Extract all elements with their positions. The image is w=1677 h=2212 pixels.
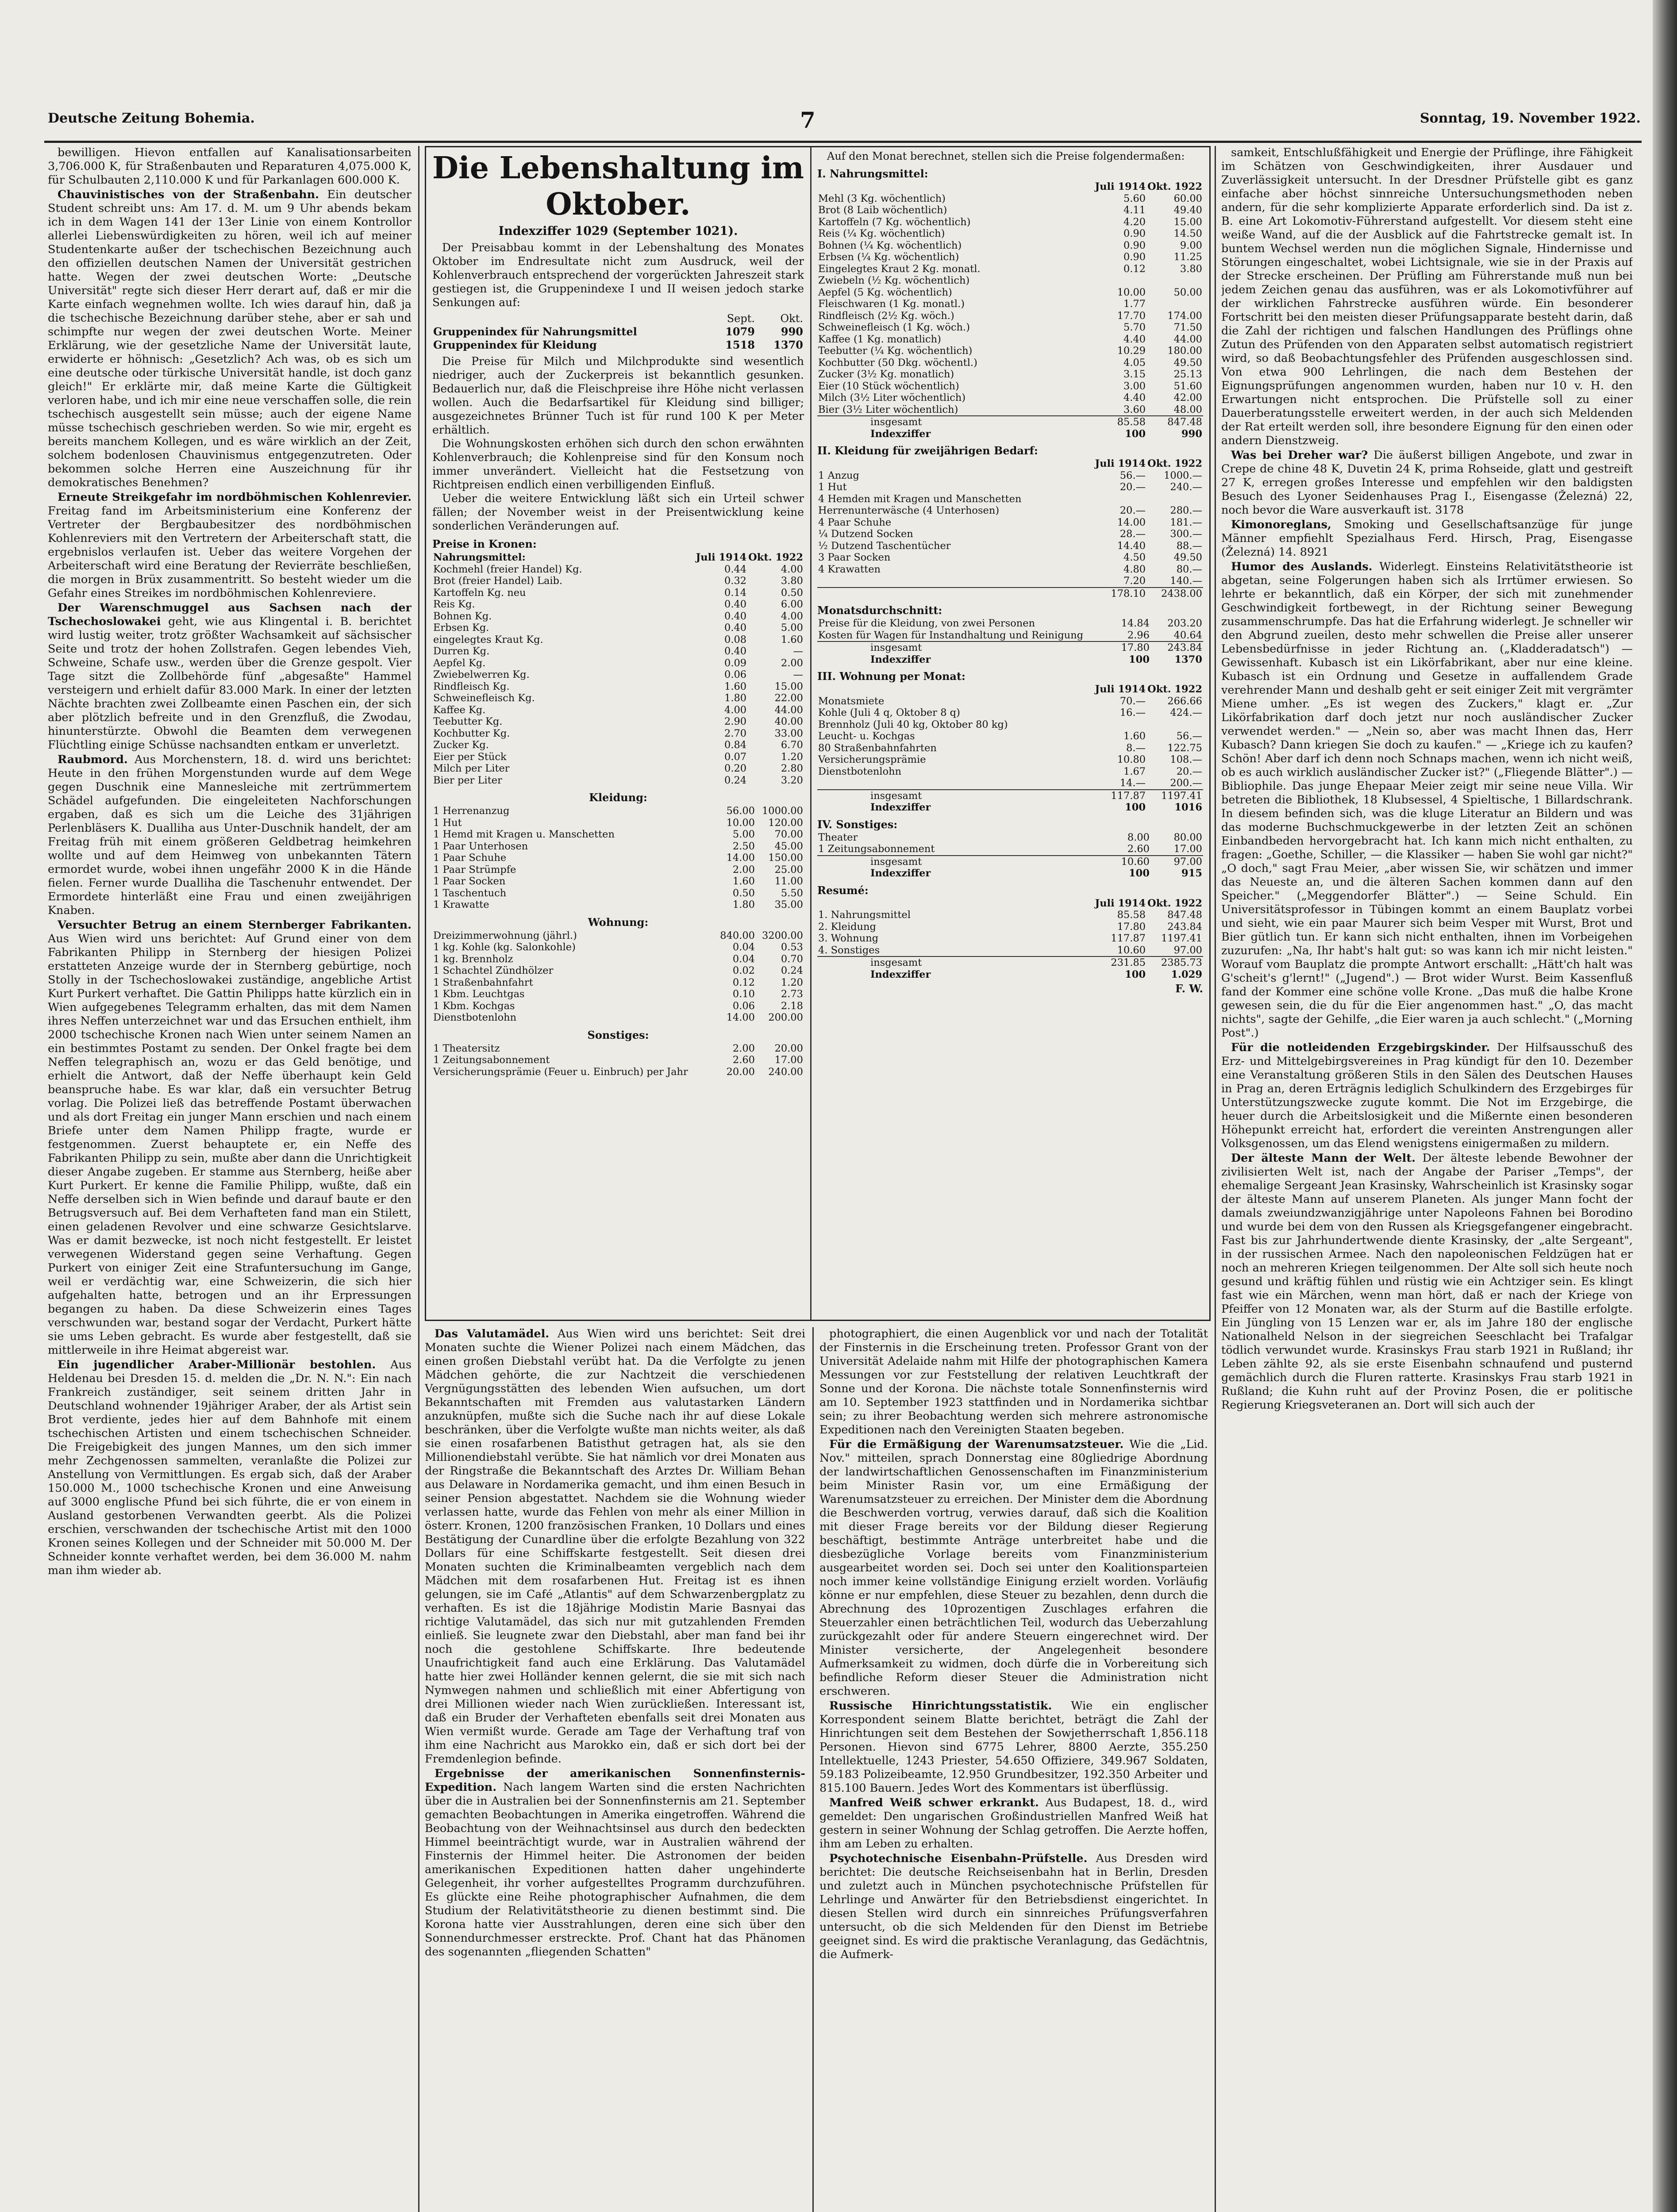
table-row: 1 Herrenanzug 56.00 1000.00 bbox=[433, 805, 803, 817]
article-paragraph bbox=[819, 1699, 1208, 1795]
group-title: III. Wohnung per Monat: bbox=[817, 670, 965, 683]
table-row: Milch (3½ Liter wöchentlich) 4.40 42.00 bbox=[818, 392, 1202, 403]
monthly-groups bbox=[817, 167, 1203, 980]
table-row: 1 Hut 20.— 240.— bbox=[818, 481, 1202, 493]
table-row: Brot (8 Laib wöchentlich) 4.11 49.40 bbox=[818, 204, 1202, 216]
article-text: Aus Budapest, 18. d., wird gemeldet: Den ungarischen Großindustriellen Manfred Weiß hat gestern in seiner Wohnung der Schlag getroffen. Die Aerzte hoffen, ihm am Leben zu erhalten. bbox=[819, 1796, 1208, 1851]
article-subtitle: Indexziffer 1029 (September 1021). bbox=[498, 224, 738, 238]
header-rule bbox=[44, 141, 1642, 143]
issue-date: Sonntag, 19. November 1922. bbox=[1419, 111, 1641, 126]
table-row: Preise für die Kleidung, von zwei Personen 14.84 203.20 bbox=[818, 618, 1202, 629]
table-row: Rindfleisch Kg. 1.60 15.00 bbox=[433, 680, 803, 692]
article-para-3: Die Wohnungskosten erhöhen sich durch den schon erwähnten Kohlenverbrauch; die Kohlenpreise sind für den Konsum noch immer unverändert. Vielleicht hat die Festsetzung von Richtpreisen endlich einen verbilligenden Einfluß. bbox=[432, 437, 804, 491]
article-text: bewilligen. Hievon entfallen auf Kanalisationsarbeiten 3,706.000 K, für Straßenbauten und Reparaturen 4,075.000 K, für Schulbauten 2,110.000 K und für Parkanlagen 600.000 K. bbox=[48, 146, 412, 187]
table-row: Monatsmiete 70.— 266.66 bbox=[818, 695, 1202, 707]
housing-title: Wohnung: bbox=[588, 915, 649, 929]
total-row: insgesamt 117.87 1197.41 bbox=[817, 790, 1203, 802]
table-row: Zwiebeln (½ Kg. wöchentlich) bbox=[818, 275, 970, 286]
article-headline: Was bei Dreher war? bbox=[1231, 449, 1368, 462]
article-text: Aus Dresden wird berichtet: Die deutsche Reichseisenbahn hat in Berlin, Dresden und zuletzt auch in München psychotechnische Prüfstellen für Lehrlinge und Anwärter für den Betriebsdienst eingerichtet. In diesen Stellen wird durch ein sinnreiches Prüfungsverfahren untersucht, ob die sich Meldenden für den Dienst im Betriebe geeignet sind. Es wird die praktische Veranlagung, das Gedächtnis, die Aufmerk- bbox=[819, 1852, 1208, 1961]
table-row: Durren Kg. 0.40 — bbox=[433, 645, 803, 657]
lebenshaltung-left bbox=[432, 150, 804, 1313]
table-row: Versicherungsprämie 10.80 108.— bbox=[818, 754, 1202, 765]
table-header: Nahrungsmittel: Juli 1914 Okt. 1922 bbox=[433, 552, 803, 563]
table-row: Aepfel Kg. 0.09 2.00 bbox=[433, 657, 803, 669]
table-row: eingelegtes Kraut Kg. 0.08 1.60 bbox=[433, 634, 803, 645]
article-headline: Erneute Streikgefahr im nordböhmischen Kohlenrevier. bbox=[58, 491, 412, 504]
table-row: 1 Zeitungsabonnement 2.60 17.00 bbox=[433, 1054, 803, 1066]
table-row: 7.20 140.— bbox=[1123, 575, 1202, 587]
table-row: 3 Paar Socken 4.50 49.50 bbox=[818, 552, 1202, 563]
table-row: 1 Straßenbahnfahrt 0.12 1.20 bbox=[433, 976, 803, 988]
table-row: Schweinefleisch Kg. 1.80 22.00 bbox=[433, 692, 803, 704]
article-headline: Chauvinistisches von der Straßenbahn. bbox=[58, 188, 319, 201]
table-row: ¼ Dutzend Socken 28.— 300.— bbox=[818, 528, 1202, 540]
article-paragraph bbox=[1221, 518, 1633, 559]
table-row: Bohnen Kg. 0.40 4.00 bbox=[433, 610, 803, 622]
group-title: II. Kleidung für zweijährigen Bedarf: bbox=[817, 444, 1038, 457]
table-row: 3. Wohnung 117.87 1197.41 bbox=[818, 933, 1202, 944]
paper-name: Deutsche Zeitung Bohemia. bbox=[48, 111, 255, 126]
table-row: Zwiebelwerren Kg. 0.06 — bbox=[433, 669, 803, 680]
article-headline: Russische Hinrichtungsstatistik. bbox=[829, 1699, 1052, 1713]
total-row: 178.10 2438.00 bbox=[817, 588, 1203, 600]
table-row: Fleischwaren (1 Kg. monatl.) 1.77 bbox=[818, 298, 1146, 310]
table-row: Reis (¼ Kg. wöchentlich) 0.90 14.50 bbox=[818, 228, 1202, 239]
table-row: Leucht- u. Kochgas 1.60 56.— bbox=[818, 730, 1202, 742]
misc-title: Sonstiges: bbox=[587, 1028, 649, 1041]
group-title: IV. Sonstiges: bbox=[817, 818, 898, 831]
article-headline: Psychotechnische Eisenbahn-Prüfstelle. bbox=[829, 1852, 1088, 1865]
article-text: Aus Morchenstern, 18. d. wird uns berichtet: Heute in den frühen Morgenstunden wurde auf dem Wege gegen Duschnik eine Mannesleiche mit zertrümmertem Schädel aufgefunden. Die eingeleiteten Nachforschungen ergaben, daß es sich um die Leiche des 31jährigen Perlenbläsers K. Dualliha aus Unter-Duschnik handelt, der am Freitag früh mit einem größeren Geldbetrag heimkehren wollte und auf dem Heimweg von unbekannten Tätern ermordet wurde, wobei ihnen ungefähr 2000 K in die Hände fielen. Ferner wurde Dualliha die Taschenuhr entwendet. Der Ermordete hinterläßt eine Frau und einen zweijährigen Knaben. bbox=[48, 753, 412, 917]
group-table: Juli 1914 Okt. 1922 1 Anzug 56.— 1000.— 1 Hut 20.— 240.— 4 Hemden mit Kragen und Manschetten Herrenunterwäsche (4 Unterhosen) 20.— 280.— 4 Paar Schuhe 14.00 181.— ¼ Dutzend Socken 28.— 300.— ½ Dutzend Taschentücher 14.40 88.— 3 Paar Socken 4.50 49.50 4 Krawatten 4.80 80.— 7.20 140.— 178.10 2438.00 bbox=[818, 458, 1202, 599]
article-text: Die äußerst billigen Angebote, und zwar in Crepe de chine 48 K, Duvetin 24 K, prima Rohseide, glatt und gestreift 27 K, erregen großes Interesse und empfehlen wir den baldigsten Besuch des Lyoner Seidenhauses Prag I., Eisengasse (Železná) 22, noch bevor die Ware ausverkauft ist. 3178 bbox=[1221, 449, 1633, 517]
table-row: Schweinefleisch (1 Kg. wöch.) 5.70 71.50 bbox=[818, 322, 1202, 333]
article-paragraph bbox=[819, 1438, 1208, 1698]
table-row: Rindfleisch (2½ Kg. wöch.) 17.70 174.00 bbox=[818, 310, 1202, 322]
article-text: photographiert, die einen Augenblick vor und nach der Totalität der Finsternis in die Erscheinung treten. Professor Grant von der Universität Adelaide nahm mit Hilfe der photographischen Kamera Messungen vor zur Feststellung der relativen Leuchtkraft der Sonne und der Korona. Die nächste totale Sonnenfinsternis wird am 10. September 1923 stattfinden und in Nordamerika sichtbar sein; zu ihrer Beobachtung werden sich mehrere astronomische Expeditionen nach den Vereinigten Staaten begeben. bbox=[819, 1327, 1208, 1436]
table-row: 4 Paar Schuhe 14.00 181.— bbox=[818, 516, 1202, 528]
table-row: Kosten für Wagen für Instandhaltung und Reinigung 2.96 40.64 bbox=[818, 629, 1202, 641]
table-row: 1 Paar Strümpfe 2.00 25.00 bbox=[433, 864, 803, 876]
article-paragraph bbox=[48, 491, 412, 600]
table-row: Kochbutter (50 Dkg. wöchentl.) 4.05 49.50 bbox=[818, 357, 1202, 369]
prices-table bbox=[432, 552, 804, 786]
group-table: Juli 1914 Okt. 1922 1. Nahrungsmittel 85.58 847.48 2. Kleidung 17.80 243.84 3. Wohnung 117.87 1197.41 4. Sonstiges 10.60 97.00 insgesamt 231.85 2385.73 Indexziffer 100 1.029 bbox=[818, 897, 1202, 980]
total-row: insgesamt 231.85 2385.73 bbox=[817, 956, 1203, 969]
article-text: Smoking und Gesellschaftsanzüge für junge Männer empfiehlt Spezialhaus Ferd. Hirsch, Prag, Eisengasse (Železná) 14. 8921 bbox=[1221, 518, 1633, 559]
table-row: Erbsen (¼ Kg. wöchentlich) 0.90 11.25 bbox=[818, 251, 1202, 263]
table-row: Teebutter Kg. 2.90 40.00 bbox=[433, 716, 803, 727]
page-number: 7 bbox=[800, 107, 815, 133]
table-row: Kochbutter Kg. 2.70 33.00 bbox=[433, 727, 803, 739]
lebenshaltung-article bbox=[425, 146, 1211, 1321]
table-row: Dienstbotenlohn 1.67 20.— bbox=[818, 765, 1202, 777]
article-headline: Kimonoreglans, bbox=[1231, 518, 1331, 531]
table-row: Brot (freier Handel) Laib. 0.32 3.80 bbox=[433, 575, 803, 587]
article-text: geht, wie aus Klingental i. B. berichtet wird lustig weiter, trotz größter Wachsamkeit auf sächsischer Seite und trotz der hohen Zollstrafen. Gegen lebendes Vieh, Schweine, Schafe usw., werden über die Grenze gespolt. Vier Tage sitzt die Zollbehörde fünf „abgesaßte" Hammel versteigern und erhielt dafür 83.000 Mark. In einer der letzten Nächte brachten zwei Zollbeamte einen Paschen ein, der sich aber plötzlich befreite und in den Grenzfluß, die Zwodau, hinunterstürzte. Obwohl die Beamten dem verwegenen Flüchtling einige Schüsse nachsandten entkam er unverletzt. bbox=[48, 615, 412, 752]
table-row: Erbsen Kg. 0.40 5.00 bbox=[433, 622, 803, 634]
article-paragraph bbox=[48, 1358, 412, 1578]
group-title: I. Nahrungsmittel: bbox=[817, 167, 928, 180]
article-headline: Der älteste Mann der Welt. bbox=[1231, 1152, 1415, 1165]
table-row: 2. Kleidung 17.80 243.84 bbox=[818, 921, 1202, 933]
article-title: Die Lebenshaltung im Oktober. bbox=[432, 150, 804, 222]
total-row: insgesamt 10.60 97.00 bbox=[817, 856, 1203, 868]
table-row: Bier (3½ Liter wöchentlich) 3.60 48.00 bbox=[818, 403, 1202, 415]
article-headline: Der Warenschmuggel aus Sachsen nach der Tschechoslowakei bbox=[48, 601, 412, 628]
article-text: Aus Heldenau bei Dresden 15. d. melden die „Dr. N. N.": Ein nach Frankreich zuständiger, seit seinem dritten Jahr in Deutschland wohnender 19jähriger Araber, der als Artist sein Brot verdiente, jedes hier auf dem Bahnhofe mit einem tschechischen Artisten und einem tschechischen Schneider. Die Freigebigkeit des jungen Mannes, um den sich immer mehr Zechgenossen sammelten, veranlaßte die Polizei zur Anstellung von Vermittlungen. Es ergab sich, daß der Araber 150.000 M., 1000 tschechische Kronen und eine Anweisung auf 3000 englische Pfund bei sich führte, die er von einem in Ausland gestorbenen Verwandten geerbt. Als die Polizei erschien, verschwanden der tschechische Artist mit den 1000 Kronen seines Kollegen und der Schneider mit 50.000 M. Der Schneider konnte verhaftet werden, bei dem 36.000 M. nahm man ihm wieder ab. bbox=[48, 1358, 412, 1577]
article-headline: Für die Ermäßigung der Warenumsatzsteuer. bbox=[829, 1438, 1124, 1451]
column-divider bbox=[1215, 146, 1216, 2212]
article-text: Nach langem Warten sind die ersten Nachrichten über die in Australien bei der Sonnenfinsternis am 21. September gemachten Beobachtungen in Amerika eingetroffen. Während die Beobachtung von der Weihnachtsinsel aus durch den bedeckten Himmel beeinträchtigt wurde, war in Australien während der Finsternis der Himmel heiter. Die Astronomen der beiden amerikanischen Expeditionen hatten daher ungehinderte Gelegenheit, ihr vorher aufgestelltes Programm durchzuführen. Es glückte eine Reihe photographischer Aufnahmen, die dem Studium der Relativitätstheorie zu dienen bestimmt sind. Die Korona hatte vier Ausstrahlungen, deren eine sich über den Sonnendurchmesser erstreckte. Prof. Chant hat das Phänomen des sogenannten „fliegenden Schatten" bbox=[425, 1781, 805, 1959]
article-headline: Ergebnisse der amerikanischen Sonnenfinsternis-Expedition. bbox=[425, 1767, 805, 1794]
table-row: 1 Krawatte 1.80 35.00 bbox=[433, 899, 803, 910]
group-table bbox=[817, 618, 1203, 665]
article-text: Wie ein englischer Korrespondent seinem Blatte berichtet, beträgt die Zahl der Hinrichtungen seit dem Bestehen der Sowjetherrschaft 1,856.118 Personen. Hievon sind 6775 Lehrer, 8800 Aerzte, 355.250 Intellektuelle, 1243 Priester, 54.650 Offiziere, 349.967 Soldaten, 59.183 Polizeibeamte, 12.950 Grundbesitzer, 192.350 Arbeiter und 815.100 Bauern. Jedes Wort des Kommentars ist überflüssig. bbox=[819, 1699, 1208, 1795]
table-row: Aepfel (5 Kg. wöchentlich) 10.00 50.00 bbox=[818, 286, 1202, 298]
table-row: Zucker (3½ Kg. monatlich) 3.15 25.13 bbox=[818, 369, 1202, 380]
article-headline: Für die notleidenden Erzgebirgskinder. bbox=[1231, 1041, 1490, 1054]
article-paragraph bbox=[48, 753, 412, 918]
article-text: Widerlegt. Einsteins Relativitätstheorie ist abgetan, seine Folgerungen haben sich als Irrtümer erwiesen. So lehrte er bekanntlich, daß ein Körper, der sich mit zunehmender Geschwindigkeit fortbewegt, in der Richtung seiner Bewegung zusammenschrumpfe. Das hat die Erfahrung widerlegt. Je schneller wir den Abgrund zueilen, desto mehr schwellen die Preise aller unserer Lebensbedürfnisse in jeder Richtung an. („Kladderadatsch") — Gewissenhaft. Kubasch ist ein Likörfabrikant, aber nur eine kleine. Kubasch ist ein Ordnung und Gesetze in auffallendem Grade verehrender Mann und deshalb geht er seit einiger Zeit mit vergrämter Miene umher. „Es ist wegen des Zuckers," klagt er. „Zur Likörfabrikation darf doch jetzt nur noch ausländischer Zucker verwendet werden." — „Nein so, aber was macht Ihnen das, Herr Kubasch? Dann kriegen Sie doch zu kaufen." — „Kriege ich zu kaufen? Schön! Aber darf ich denn noch Schnaps machen, wenn ich nicht weiß, ob es auch wirklich ausländischer Zucker ist?" („Fliegende Blätter".) — Bibliophile. Das junge Ehepaar Meier zeigt mir seine neue Villa. Wir betreten die Bibliothek, 18 Klubsessel, 4 Spieltische, 1 Billardschrank. In diesem befinden sich, was die kluge Literatur an Bildern und was das moderne Buchschmuckgewerbe in der letzten Zeit an schönen Einbandbeden hervorgebracht hat. Ich kann mich nicht enthalten, zu fragen: „Goethe, Schiller, — die Klassiker — haben Sie wohl gar nicht?" „O doch," sagt Frau Meier, „aber wissen Sie, wir schätzen und immer das Neueste an, und die älteren Sachen kommen dann auf den Speicher." („Meggendorfer Blätter".) — Seine Schuld. Ein Universitätsprofessor in Tübingen kommt an einem Bauplatz vorbei und sieht, wie ein paar Maurer sich beim Vesper mit Wurst, Brot und Bier gütlich tun. Er kann sich nicht enthalten, ihnen im Vorbeigehen zuzurufen: „Na, Ihr habt's halt gut: so was kann ich mir nicht leisten." Worauf vom Bauplatz die prompte Antwort erschallt: „Hätt'ch halt was G'scheit's g'lernt!" („Jugend".) — Brot wider Wurst. Beim Kassenfluß fand der Kommer eine schöne volle Krone. „Das muß die halbe Krone gewesen sein, die du für die Eier angenommen hast." „O, das macht nichts", sagte der Gehilfe, „die Eier waren ja auch schlecht." („Morning Post".) bbox=[1221, 560, 1633, 1040]
inner-divider bbox=[810, 147, 812, 1320]
article-paragraph bbox=[1221, 449, 1633, 517]
table-row: Kartoffeln Kg. neu 0.14 0.50 bbox=[433, 587, 803, 599]
table-row: Mehl (3 Kg. wöchentlich) 5.60 60.00 bbox=[818, 192, 1202, 204]
article-headline: Das Valutamädel. bbox=[435, 1327, 550, 1340]
table-row: 1 Hemd mit Kragen u. Manschetten 5.00 70.00 bbox=[433, 829, 803, 840]
table-row: 1 Taschentuch 0.50 5.50 bbox=[433, 887, 803, 899]
article-headline: Raubmord. bbox=[58, 753, 128, 766]
group-table bbox=[817, 832, 1203, 879]
index-row: Indexziffer 100 915 bbox=[870, 868, 1202, 879]
author-sign: F. W. bbox=[1175, 982, 1203, 995]
article-text: Aus Wien wird uns berichtet: Seit drei Monaten suchte die Wiener Polizei nach einem Mädchen, das einen großen Diebstahl verübt hat. Da die Verfolgte zu jenen Mädchen gehörte, die zur Nachtzeit die verschiedenen Vergnügungsstätten des lebenden Wien aufsuchen, um dort Bekanntschaften mit Fremden aus valutastarken Ländern anzuknüpfen, mußte sich die Suche nach ihr auf diese Lokale beschränken, über die Verfolgte wußte man nichts weiter, als daß sie einen rosafarbenen Batisthut getragen hat, als sie den Millionendiebstahl verübte. Sie hat nämlich vor drei Monaten aus der Ringstraße die Bekanntschaft des Arztes Dr. William Behan aus Delaware in Nordamerika gemacht, und ihm einen Besuch in seiner Pension abgestattet. Nachdem sie die Wohnung wieder verlassen hatte, wurde das Fehlen von mehr als einer Million in österr. Kronen, 1200 französischen Franken, 10 Dollars und eines Bestätigung der Cunardline über die erfolgte Bezahlung von 322 Dollars für eine Schiffskarte festgestellt. Seit diesen drei Monaten suchten die Kriminalbeamten vergeblich nach dem Mädchen mit dem rosafarbenen Hut. Freitag ist es ihnen gelungen, sie im Café „Atlantis" auf dem Schwarzenbergplatz zu verhaften. Es ist die 18jährige Modistin Marie Basnyai das richtige Valutamädel, das sich nur mit gutzahlenden Fremden einließ. Sie leugnete zwar den Diebstahl, aber man fand bei ihr noch die gestohlene Schiffskarte. Ihre bedeutende Unaufrichtigkeit fand auch eine Erklärung. Das Valutamädel hatte hier zwei Holländer kennen gelernt, die sie mit sich nach Nymwegen nahmen und schließlich mit einer Abfertigung von drei Millionen wieder nach Wien zurückließen. Interessant ist, daß ein Bruder der Verhafteten ebenfalls seit drei Monaten aus Wien vermißt wurde. Gerade am Tage der Verhaftung traf von ihm eine Nachricht aus Marokko ein, daß er sich dort bei der Fremdenlegion befinde. bbox=[425, 1327, 805, 1766]
table-row: 14.— 200.— bbox=[1119, 777, 1202, 789]
column-2-lower bbox=[425, 1327, 805, 2212]
table-row: Dreizimmerwohnung (jährl.) 840.00 3200.00 bbox=[433, 929, 803, 941]
table-row: Kohle (Juli 4 q, Oktober 8 q) 16.— 424.— bbox=[818, 707, 1202, 718]
table-row: Dienstbotenlohn 14.00 200.00 bbox=[433, 1012, 803, 1023]
article-paragraph bbox=[425, 1327, 805, 1766]
column-3-lower bbox=[819, 1327, 1208, 2212]
column-1 bbox=[48, 146, 412, 2212]
housing-table bbox=[432, 930, 804, 1024]
index-row: Indexziffer 100 990 bbox=[870, 428, 1202, 440]
table-row: Brennholz (Juli 40 kg, Oktober 80 kg) bbox=[818, 718, 1008, 730]
group-title: Resumé: bbox=[817, 883, 869, 897]
article-paragraph bbox=[1221, 1041, 1633, 1151]
table-row: Eier (10 Stück wöchentlich) 3.00 51.60 bbox=[818, 380, 1202, 392]
index-row: Indexziffer 100 1016 bbox=[870, 802, 1202, 813]
article-para-4: Ueber die weitere Entwicklung läßt sich ein Urteil schwer fällen; der November weist in der Preisentwicklung keine sonderlichen Veränderungen auf. bbox=[432, 492, 804, 532]
table-row: Zucker Kg. 0.84 6.70 bbox=[433, 739, 803, 751]
table-row: Bier per Liter 0.24 3.20 bbox=[433, 774, 803, 786]
table-row: 1 Zeitungsabonnement 2.60 17.00 bbox=[818, 843, 1202, 855]
table-row: Reis Kg. 0.40 6.00 bbox=[433, 599, 803, 610]
table-row: 1. Nahrungsmittel 85.58 847.48 bbox=[818, 909, 1202, 921]
scan-edge bbox=[1653, 0, 1677, 2212]
table-row: 1 Theatersitz 2.00 20.00 bbox=[433, 1042, 803, 1054]
article-text: Freitag fand im Arbeitsministerium eine Konferenz der Vertreter der Bergbaubesitzer des nordböhmischen Kohlenreviers mit den Vertretern der Arbeiterschaft statt, die ergebnislos verlaufen ist. Ueber das weitere Vorgehen der Arbeiterschaft wird eine Beratung der Revierräte beschließen, die morgen in Brüx zusammentritt. So besteht wieder um die Gefahr eines Streikes im nordböhmischen Kohlenreviere. bbox=[48, 504, 412, 600]
article-paragraph bbox=[1221, 1152, 1633, 1412]
table-row: 4 Hemden mit Kragen und Manschetten bbox=[818, 493, 1022, 505]
article-para-2: Die Preise für Milch und Milchprodukte sind wesentlich niedriger, auch der Zuckerpreis ist bekanntlich gesunken. Bedauerlich nur, daß die Fleischpreise ihre Höhe nicht verlassen wollen. Auch die Bedarfsartikel für Kleidung sind billiger; ausgezeichnetes Brünner Tuch ist für rund 100 K per Meter erhältlich. bbox=[432, 355, 804, 436]
table-row: 1 kg. Kohle (kg. Salonkohle) 0.04 0.53 bbox=[433, 941, 803, 953]
article-paragraph bbox=[819, 1796, 1208, 1851]
table-row: 4 Krawatten 4.80 80.— bbox=[818, 563, 1202, 575]
article-paragraph bbox=[48, 188, 412, 490]
prices-title: Preise in Kronen: bbox=[432, 538, 537, 550]
table-row: Eier per Stück 0.07 1.20 bbox=[433, 751, 803, 763]
table-row: Kochmehl (freier Handel) Kg. 0.44 4.00 bbox=[433, 563, 803, 575]
table-row: Kaffee Kg. 4.00 44.00 bbox=[433, 704, 803, 716]
table-row: Herrenunterwäsche (4 Unterhosen) 20.— 280.— bbox=[818, 505, 1202, 516]
table-row: Theater 8.00 80.00 bbox=[818, 831, 1202, 843]
total-row: insgesamt 85.58 847.48 bbox=[817, 416, 1203, 428]
index-row: Indexziffer 100 1370 bbox=[870, 653, 1202, 665]
clothing-title: Kleidung: bbox=[589, 791, 647, 804]
clothing-table bbox=[432, 805, 804, 911]
article-text: Der Hilfsausschuß des Erz- und Mittelgebirgsvereines in Prag kündigt für den 10. Dezember eine Veranstaltung größeren Stils in den Sälen des Deutschen Hauses in Prag an, deren Erträgnis lediglich Schulkindern des Erzgebirges für Unterstützungszwecke zugute kommt. Die Not im Erzgebirge, die heuer durch die Arbeitslosigkeit und die Mißernte einen besonderen Höhepunkt erreicht hat, erfordert die vereinten Anstrengungen aller Volksgenossen, um das Elend wenigstens einigermaßen zu mildern. bbox=[1221, 1041, 1633, 1150]
article-headline: Ein jugendlicher Araber-Millionär bestohlen. bbox=[58, 1358, 376, 1371]
lebenshaltung-right bbox=[817, 150, 1203, 1313]
article-headline: Versuchter Betrug an einem Sternberger Fabrikanten. bbox=[58, 918, 412, 932]
table-row: 1 Kbm. Leuchtgas 0.10 2.73 bbox=[433, 988, 803, 1000]
article-text: samkeit, Entschlußfähigkeit und Energie der Prüflinge, ihre Fähigkeit im Schätzen von Geschwindigkeiten, ihrer Ausdauer und Zuverlässigkeit untersucht. In der Dresdner Prüfstelle gibt es ganz einfache aber höchst sinnreiche Untersuchungsmethoden neben andern, für die sehr komplizierte Apparate erforderlich sind. Da ist z. B. eine Art Lokomotiv-Führerstand aufgestellt. Vor diesem steht eine weiße Wand, auf die der Ausblick auf die Fahrtstrecke gemalt ist. In buntem Wechsel werden nun die möglichen Signale, Hindernisse und Störungen eingeschaltet, wobei Lichtsignale, wie sie in der Praxis auf der Strecke erscheinen. Der Prüfling am Führerstande muß nun bei jedem Zeichen genau das ausführen, was er als Lokomotivführer auf der wirklichen Fahrstrecke ausführen würde. Ein besonderer Fortschritt bei den meisten dieser Prüfungsapparate besteht darin, daß die Zahl der richtigen und falschen Handlungen des Prüflings ohne Zutun des Prüfenden von den Apparaten selbst automatisch registriert wird, so daß Beobachtungsfehler des Prüfenden ausgeschlossen sind. Von etwa 900 Lehrlingen, die nach dem Bestehen der Eignungsprüfungen angenommen wurden, haben nur 10 v. H. den Erwartungen nicht entsprochen. Die Prüfstelle soll zu einer Dauerberatungsstelle erweitert werden, in der auch sich Meldenden der Rat erteilt werden soll, ihre besondere Eignung für den einen oder andern Dienstzweig. bbox=[1221, 146, 1633, 447]
index-row: Indexziffer 100 1.029 bbox=[870, 968, 1202, 980]
table-row: Kartoffeln (7 Kg. wöchentlich) 4.20 15.00 bbox=[818, 216, 1202, 228]
article-text: Wie die „Lid. Nov." mitteilen, sprach Donnerstag eine 80gliedrige Abordnung der landwirtschaftlichen Genossenschaften im Finanzministerium beim Minister Rasin vor, um eine Ermäßigung der Warenumsatzsteuer zu erreichen. Der Minister dem die Abordnung die Beschwerden vortrug, verwies darauf, daß sich die Koalition mit dieser Frage bereits vor der Bildung dieser Regierung beschäftigt, bestimmte Anträge unterbreitet habe und die diesbezügliche Vorlage bereits vom Finanzministerium ausgearbeitet worden sei. Doch sei unter den Koalitionsparteien noch immer keine vollständige Einigung erzielt worden. Vorläufig könne er nur empfehlen, diese Steuer zu bezahlen, denn durch die Abrechnung des 10prozentigen Zuschlages erfahren die Steuerzahler einen beträchtlichen Teil, wodurch das Ueberzahlung zurückgezahlt oder für andere Steuern eingerechnet wird. Der Minister versicherte, der Angelegenheit besondere Aufmerksamkeit zu widmen, doch dürfe die in Vorbereitung sich befindliche Reform dieser Steuer die Administration nicht erschweren. bbox=[819, 1438, 1208, 1698]
group-table: Juli 1914 Okt. 1922 Mehl (3 Kg. wöchentlich) 5.60 60.00 Brot (8 Laib wöchentlich) 4.11 49.40 Kartoffeln (7 Kg. wöchentlich) 4.20 15.00 Reis (¼ Kg. wöchentlich) 0.90 14.50 Bohnen (¼ Kg. wöchentlich) 0.90 9.00 Erbsen (¼ Kg. wöchentlich) 0.90 11.25 Eingelegtes Kraut 2 Kg. monatl. 0.12 3.80 Zwiebeln (½ Kg. wöchentlich) Aepfel (5 Kg. wöchentlich) 10.00 50.00 Fleischwaren (1 Kg. monatl.) 1.77 Rindfleisch (2½ Kg. wöch.) 17.70 174.00 Schweinefleisch (1 Kg. wöch.) 5.70 71.50 Kaffee (1 Kg. monatlich) 4.40 44.00 Teebutter (¼ Kg. wöchentlich) 10.29 180.00 Kochbutter (50 Dkg. wöchentl.) 4.05 49.50 Zucker (3½ Kg. monatlich) 3.15 25.13 Eier (10 Stück wöchentlich) 3.00 51.60 Milch (3½ Liter wöchentlich) 4.40 42.00 Bier (3½ Liter wöchentlich) 3.60 48.00 insgesamt 85.58 847.48 Indexziffer 100 990 bbox=[818, 181, 1202, 440]
table-row: Milch per Liter 0.20 2.80 bbox=[433, 763, 803, 774]
total-row: insgesamt 17.80 243.84 bbox=[817, 641, 1203, 654]
column-divider bbox=[418, 146, 419, 2212]
table-row: Versicherungsprämie (Feuer u. Einbruch) per Jahr 20.00 240.00 bbox=[433, 1066, 803, 1078]
article-paragraph bbox=[1221, 560, 1633, 1040]
table-row: 1 Kbm. Kochgas 0.06 2.18 bbox=[433, 1000, 803, 1012]
page-header bbox=[48, 107, 1641, 138]
group-table: Juli 1914 Okt. 1922 Monatsmiete 70.— 266.66 Kohle (Juli 4 q, Oktober 8 q) 16.— 424.— Brennholz (Juli 40 kg, Oktober 80 kg) Leucht- u. Kochgas 1.60 56.— 80 Straßenbahnfahrten 8.— 122.75 Versicherungsprämie 10.80 108.— Dienstbotenlohn 1.67 20.— 14.— 200.— insgesamt 117.87 1197.41 Indexziffer 100 1016 bbox=[818, 684, 1202, 813]
table-row: 1 Schachtel Zündhölzer 0.02 0.24 bbox=[433, 965, 803, 976]
article-text: Ein deutscher Student schreibt uns: Am 17. d. M. um 9 Uhr abends bekam ich in dem Wagen 141 der 13er Linie von einem Kontrollor allerlei Liebenswürdigkeiten zu hören, weil ich auf meiner Studentenkarte außer der tschechischen Bezeichnung auch den offiziellen deutschen Namen der Universität gestrichen hatte. Wegen der zwei deutschen Worte: „Deutsche Universität" regte sich dieser Herr derart auf, daß er mir die Karte einfach wegnehmen wollte. Ich wies darauf hin, daß ja die tschechische Bezeichnung darüber stehe, aber er sah und schimpfte nur wegen der zwei deutschen Worte. Meiner Erklärung, wie der gesetzliche Name der Universität laute, erwiderte er höhnisch: „Gesetzlich? Ach was, ob es sich um eine deutsche oder türkische Universität handle, ist doch ganz gleich!" Er erklärte mir, daß meine Karte die Gültigkeit verloren habe, und ich mir eine neue verschaffen solle, die rein tschechisch ausgestellt sein müsse; auch der eigene Name müsse tschechisch geschrieben werden. So wie mir, ergeht es bereits manchem Kollegen, und es wäre wirklich an der Zeit, solchem bodenlosen Chauvinismus entgegenzutreten. Oder bekommen solche Herren eine Auszeichnung für ihr demokratisches Benehmen? bbox=[48, 188, 412, 489]
article-headline: Manfred Weiß schwer erkrankt. bbox=[829, 1796, 1039, 1809]
table-row: 80 Straßenbahnfahrten 8.— 122.75 bbox=[818, 742, 1202, 754]
table-row: Eingelegtes Kraut 2 Kg. monatl. 0.12 3.80 bbox=[818, 263, 1202, 275]
group-index-table: Sept. Okt. Gruppenindex für Nahrungsmittel 1079 990 Gruppenindex für Kleidung 1518 1370 bbox=[433, 312, 803, 351]
article-paragraph bbox=[819, 1852, 1208, 1962]
table-row: 1 Paar Socken 1.60 11.00 bbox=[433, 876, 803, 887]
article-text: Aus Wien wird uns berichtet: Auf Grund einer von dem Fabrikanten Philipp in Sternberg der hiesigen Polizei erstatteten Anzeige wurde der in Sternberg gebürtige, noch Stolly in der Tschechoslowakei zuständige, angebliche Artist Kurt Purkert verhaftet. Die Gattin Philipps hatte kürzlich ein in Wien aufgegebenes Telegramm erhalten, das mit dem Namen ihres Neffen unterzeichnet war und das Ersuchen enthielt, ihm 2000 tschechische Kronen nach Wien unter seinem Namen an ein bestimmtes Postamt zu senden. Der Onkel fragte bei dem Neffen telegraphisch an, wozu er das Geld benötige, und erhielt die Antwort, daß der Neffe überhaupt kein Geld beanspruche habe. Es war klar, daß ein versuchter Betrug vorlag. Die Polizei ließ das betreffende Postamt überwachen und als dort Freitag ein junger Mann erschien und nach einem Briefe unter dem Namen Philipp fragte, wurde er festgenommen. Zuerst behauptete er, ein Neffe des Fabrikanten Philipp zu sein, mußte aber dann die Unrichtigkeit dieser Angabe zugeben. Er stamme aus Sternberg, heiße aber Kurt Purkert. Er kenne die Familie Philipp, wußte, daß ein Neffe derselben sich in Wien befinde und darauf baute er den Betrugsversuch auf. Bei dem Verhafteten fand man ein Stilett, einen geladenen Revolver und eine schwarze Gesichtslarve. Was er damit bezwecke, ist noch nicht festgestellt. Er leistet verwegenen Widerstand gegen seine Verhaftung. Gegen Purkert von einiger Zeit eine Strafuntersuchung im Gange, weil er verdächtig war, eine Schweizerin, die sich hier aufgehalten hatte, betrogen und an ihr Erpressungen begangen zu haben. Da diese Schweizerin eines Tages verschwunden war, bestand sogar der Verdacht, Purkert hätte sie ums Leben gebracht. Es wurde aber festgestellt, daß sie mittlerweile in ihre Heimat abgereist war. bbox=[48, 932, 412, 1357]
column-4 bbox=[1221, 146, 1633, 2212]
table-row: 4. Sonstiges 10.60 97.00 bbox=[818, 944, 1202, 956]
table-row: 1 Anzug 56.— 1000.— bbox=[818, 469, 1202, 481]
article-paragraph bbox=[425, 1767, 805, 1959]
table-row: ½ Dutzend Taschentücher 14.40 88.— bbox=[818, 540, 1202, 552]
article-text: Der älteste lebende Bewohner der zivilisierten Welt ist, nach der Angabe der Pariser „Temps", der ehemalige Sergeant Jean Krasinsky, Wahrscheinlich ist Krasinsky sogar der älteste Mann auf unserem Planeten. Als junger Mann focht der damals zweiundzwanzigjährige unter Napoleons Fahnen bei Borodino und wurde bei dem von den Russen als Kriegsgefangener eingebracht. Fast bis zur Jahrhundertwende diente Krasinsky, der „alte Sergeant", in der russischen Armee. Nach den napoleonischen Feldzügen hat er noch an mehreren Kriegen teilgenommen. Der Alte soll sich heute noch gesund und kräftig fühlen und rüstig wie ein Achtziger sein. Es klingt fast wie ein Märchen, wenn man hört, daß er nach der Kriege von Pfeiffer von 12 Monaten war, als der Sturm auf die Bastille erfolgte. Ein Jüngling von 15 Lenzen war er, als im Jahre 180 der englische Nationalheld Nelson in der siegreichen Seeschlacht bei Trafalgar tödlich verwundet wurde. Krasinskys Frau starb 1921 in Rußland; ihr Leben zählte 92, als sie erste Eisenbahn schnaufend und pusternd gemächlich durch die Fluren ratterte. Krasinskys Frau starb 1921 in Rußland; die Kuhn ruht auf der Provinz Posen, die er politische Regierung Kriegsveteranen an. Dort will sich auch der bbox=[1221, 1152, 1633, 1412]
group-title: Monatsdurchschnitt: bbox=[817, 604, 942, 617]
article-headline: Humor des Auslands. bbox=[1231, 560, 1373, 573]
article-paragraph bbox=[48, 918, 412, 1357]
article-paragraph bbox=[48, 601, 412, 752]
table-row: 1 Hut 10.00 120.00 bbox=[433, 817, 803, 829]
column-divider bbox=[812, 1327, 814, 2212]
table-row: Kaffee (1 Kg. monatlich) 4.40 44.00 bbox=[818, 333, 1202, 345]
table-row: 1 Paar Schuhe 14.00 150.00 bbox=[433, 852, 803, 864]
article-paragraph bbox=[1221, 146, 1633, 448]
article-paragraph bbox=[819, 1327, 1208, 1437]
article-paragraph bbox=[48, 146, 412, 187]
table-row: Bohnen (¼ Kg. wöchentlich) 0.90 9.00 bbox=[818, 239, 1202, 251]
table-row: Teebutter (¼ Kg. wöchentlich) 10.29 180.00 bbox=[818, 345, 1202, 357]
table-row: 1 kg. Brennholz 0.04 0.70 bbox=[433, 953, 803, 965]
table-row: 1 Paar Unterhosen 2.50 45.00 bbox=[433, 840, 803, 852]
monthly-intro: Auf den Monat berechnet, stellen sich die Preise folgendermaßen: bbox=[827, 150, 1185, 162]
misc-table bbox=[432, 1043, 804, 1078]
article-intro: Der Preisabbau kommt in der Lebenshaltung des Monates Oktober im Endresultate nicht zum Ausdruck, weil der Kohlenverbrauch entsprechend der vorgerückten Jahreszeit stark gestiegen ist, die Gruppenindexe I und II weisen jedoch starke Senkungen auf: bbox=[432, 241, 804, 309]
